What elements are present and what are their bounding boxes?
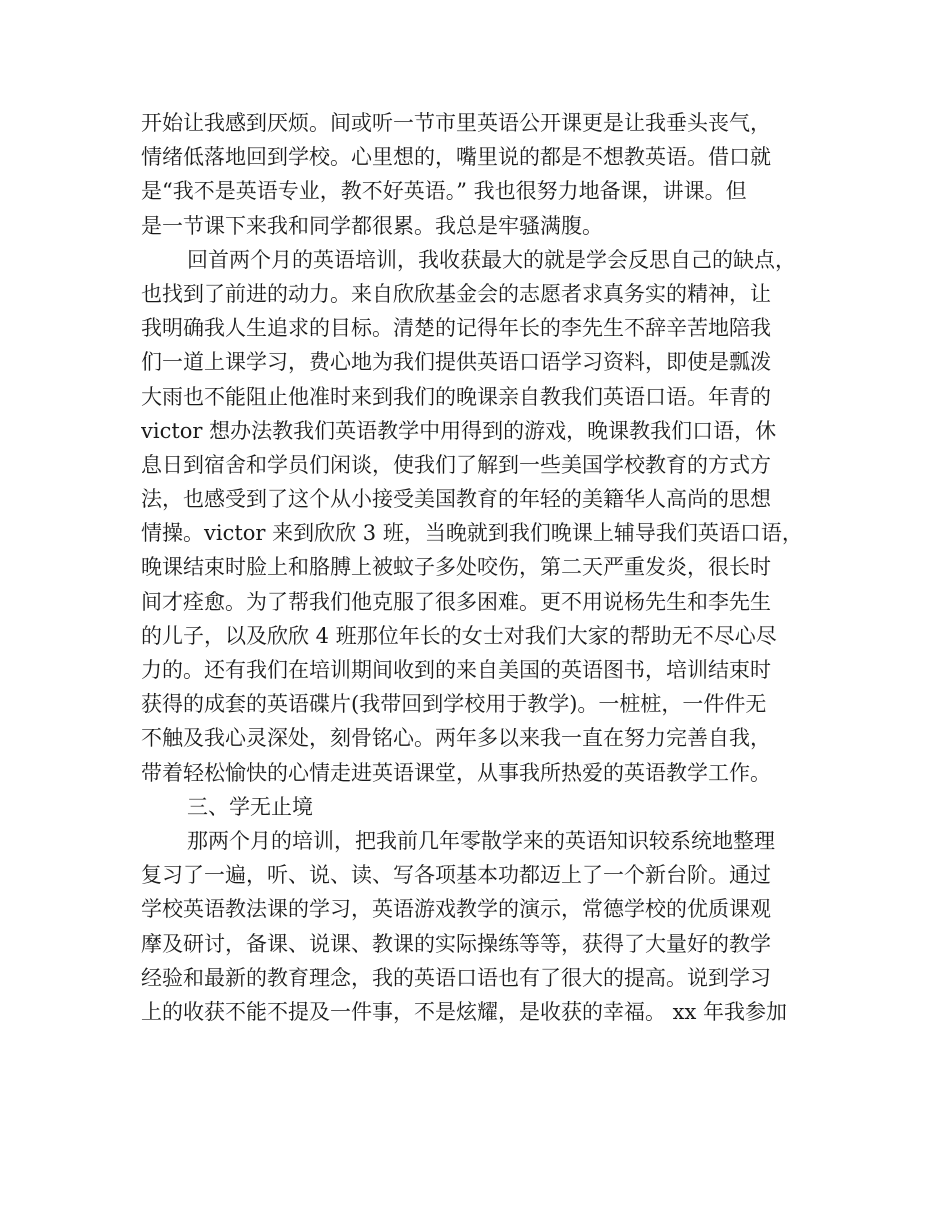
text-line: 情操。victor 来到欣欣 3 班，当晚就到我们晚课上辅导我们英语口语， <box>141 521 803 546</box>
text-line: 息日到宿舍和学员们闲谈，使我们了解到一些美国学校教育的方式方 <box>141 452 771 477</box>
text-line: 学校英语教法课的学习，英语游戏教学的演示，常德学校的优质课观 <box>141 897 771 922</box>
text-line: 的儿子，以及欣欣 4 班那位年长的女士对我们大家的帮助无不尽心尽 <box>141 623 777 648</box>
text-line: 开始让我感到厌烦。间或听一节市里英语公开课更是让我垂头丧气， <box>141 111 771 135</box>
text-line: 是“我不是英语专业，教不好英语。” 我也很努力地备课，讲课。但 <box>141 179 747 204</box>
text-line: 情绪低落地回到学校。心里想的，嘴里说的都是不想教英语。借口就 <box>141 145 771 170</box>
text-line: 大雨也不能阻止他准时来到我们的晚课亲自教我们英语口语。年青的 <box>141 384 771 409</box>
text-line: victor 想办法教我们英语教学中用得到的游戏，晚课教我们口语，休 <box>141 418 777 443</box>
text-line: 是一节课下来我和同学都很累。我总是牢骚满腹。 <box>141 213 603 238</box>
paragraph-start-line: 那两个月的培训，把我前几年零散学来的英语知识较系统地整理 <box>187 828 775 853</box>
text-line: 间才痊愈。为了帮我们他克服了很多困难。更不用说杨先生和李先生 <box>141 589 771 614</box>
text-line: 们一道上课学习，费心地为我们提供英语口语学习资料，即使是瓢泼 <box>141 350 771 375</box>
section-heading: 三、学无止境 <box>187 794 313 819</box>
text-line: 法，也感受到了这个从小接受美国教育的年轻的美籍华人高尚的思想 <box>141 487 771 512</box>
text-line: 晚课结束时脸上和胳膊上被蚊子多处咬伤，第二天严重发炎，很长时 <box>141 555 771 580</box>
text-line: 带着轻松愉快的心情走进英语课堂，从事我所热爱的英语教学工作。 <box>141 760 771 785</box>
text-line: 经验和最新的教育理念，我的英语口语也有了很大的提高。说到学习 <box>141 965 771 990</box>
paragraph-start-line: 回首两个月的英语培训，我收获最大的就是学会反思自己的缺点， <box>187 247 796 272</box>
body-text <box>141 106 811 1029</box>
text-line: 不触及我心灵深处，刻骨铭心。两年多以来我一直在努力完善自我， <box>141 726 771 751</box>
text-line: 复习了一遍，听、说、读、写各项基本功都迈上了一个新台阶。通过 <box>141 863 771 888</box>
text-line: 摩及研讨，备课、说课、教课的实际操练等等，获得了大量好的教学 <box>141 931 771 956</box>
text-line: 获得的成套的英语碟片(我带回到学校用于教学)。一桩桩，一件件无 <box>141 692 767 717</box>
text-line: 也找到了前进的动力。来自欣欣基金会的志愿者求真务实的精神，让 <box>141 281 771 306</box>
text-line: 力的。还有我们在培训期间收到的来自美国的英语图书，培训结束时 <box>141 658 771 682</box>
text-line: 我明确我人生追求的目标。清楚的记得年长的李先生不辞辛苦地陪我 <box>141 316 771 341</box>
text-line: 上的收获不能不提及一件事，不是炫耀，是收获的幸福。 xx 年我参加 <box>141 999 788 1024</box>
